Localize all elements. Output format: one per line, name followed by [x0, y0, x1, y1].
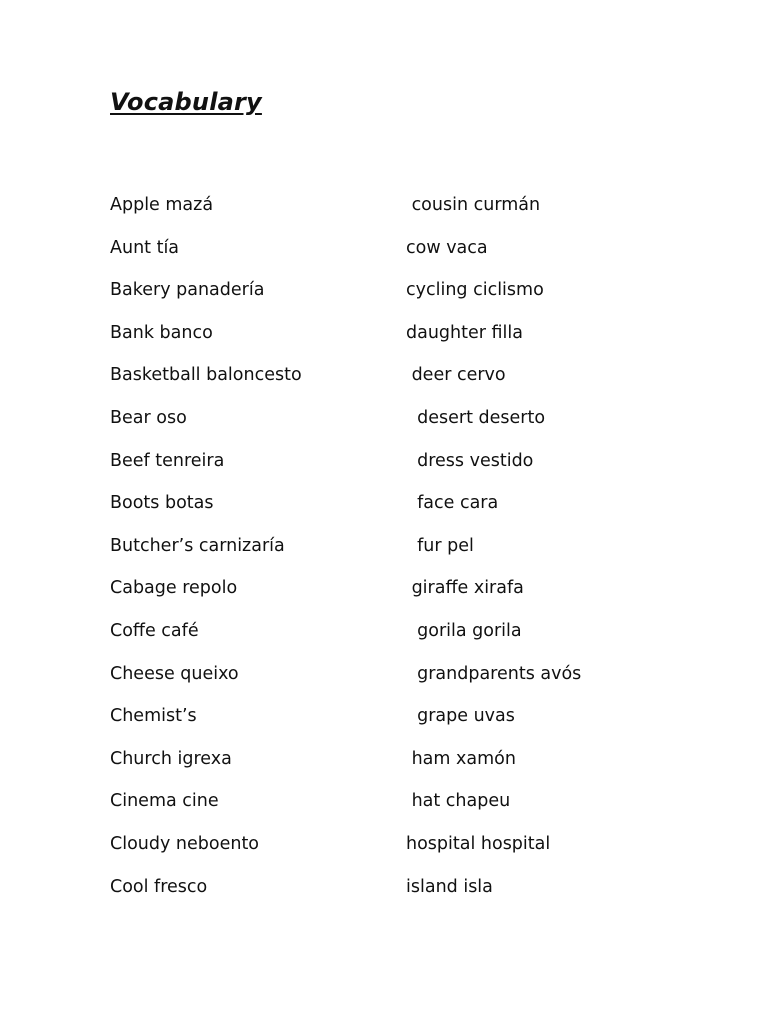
vocab-row [110, 576, 650, 619]
vocab-row [110, 704, 650, 747]
vocab-entry-left: Cinema cine [110, 791, 219, 812]
vocab-row [110, 832, 650, 875]
vocab-entry-left: Bank banco [110, 322, 213, 343]
vocab-entry-right: desert deserto [406, 407, 546, 428]
vocab-row [110, 789, 650, 832]
vocab-entry-left: Apple mazá [110, 195, 214, 215]
vocab-entry-left: Bakery panadería [110, 280, 265, 301]
vocab-row [110, 534, 650, 577]
vocab-row [110, 747, 650, 790]
vocab-entry-left: Bear oso [110, 407, 187, 428]
vocab-entry-left: Cool fresco [110, 876, 208, 897]
vocab-entry-right: dress vestido [406, 450, 534, 471]
vocab-row [110, 662, 650, 705]
vocab-row [110, 236, 650, 279]
vocabulary-list [110, 193, 650, 917]
vocab-row [110, 406, 650, 449]
vocab-entry-left: Cheese queixo [110, 663, 239, 684]
vocab-entry-left: Cabage repolo [110, 578, 238, 599]
vocab-entry-right: giraffe xirafa [406, 578, 524, 599]
vocab-row [110, 875, 650, 918]
vocab-entry-left: Cloudy neboento [110, 833, 260, 854]
vocab-entry-right: cousin curmán [406, 195, 541, 215]
vocab-entry-right: cow vaca [406, 237, 488, 258]
vocab-entry-left: Beef tenreira [110, 450, 225, 471]
page-title: Vocabulary [110, 88, 262, 116]
vocab-row [110, 619, 650, 662]
vocab-entry-right: hospital hospital [406, 833, 551, 854]
vocab-entry-right: hat chapeu [406, 791, 511, 812]
vocab-entry-left: Boots botas [110, 493, 214, 514]
vocab-entry-right: island isla [406, 876, 493, 897]
vocab-entry-right: cycling ciclismo [406, 280, 544, 301]
vocab-row [110, 363, 650, 406]
vocab-entry-left: Basketball baloncesto [110, 365, 302, 386]
vocab-row [110, 278, 650, 321]
vocab-entry-right: ham xamón [406, 748, 516, 769]
vocab-entry-right: daughter filla [406, 322, 523, 343]
vocab-row [110, 321, 650, 364]
vocab-row [110, 449, 650, 492]
vocab-entry-left: Butcher’s carnizaría [110, 535, 285, 556]
vocab-entry-right: grape uvas [406, 706, 515, 727]
vocab-entry-left: Chemist’s [110, 706, 197, 727]
vocab-entry-right: gorila gorila [406, 620, 522, 641]
vocab-row [110, 491, 650, 534]
vocab-entry-left: Coffe café [110, 620, 199, 641]
vocab-entry-right: deer cervo [406, 365, 506, 386]
vocab-entry-left: Church igrexa [110, 748, 232, 769]
vocab-row [110, 193, 650, 236]
vocab-entry-right: fur pel [406, 535, 474, 556]
vocab-entry-right: grandparents avós [406, 663, 582, 684]
vocab-entry-right: face cara [406, 493, 499, 514]
vocab-entry-left: Aunt tía [110, 237, 180, 258]
